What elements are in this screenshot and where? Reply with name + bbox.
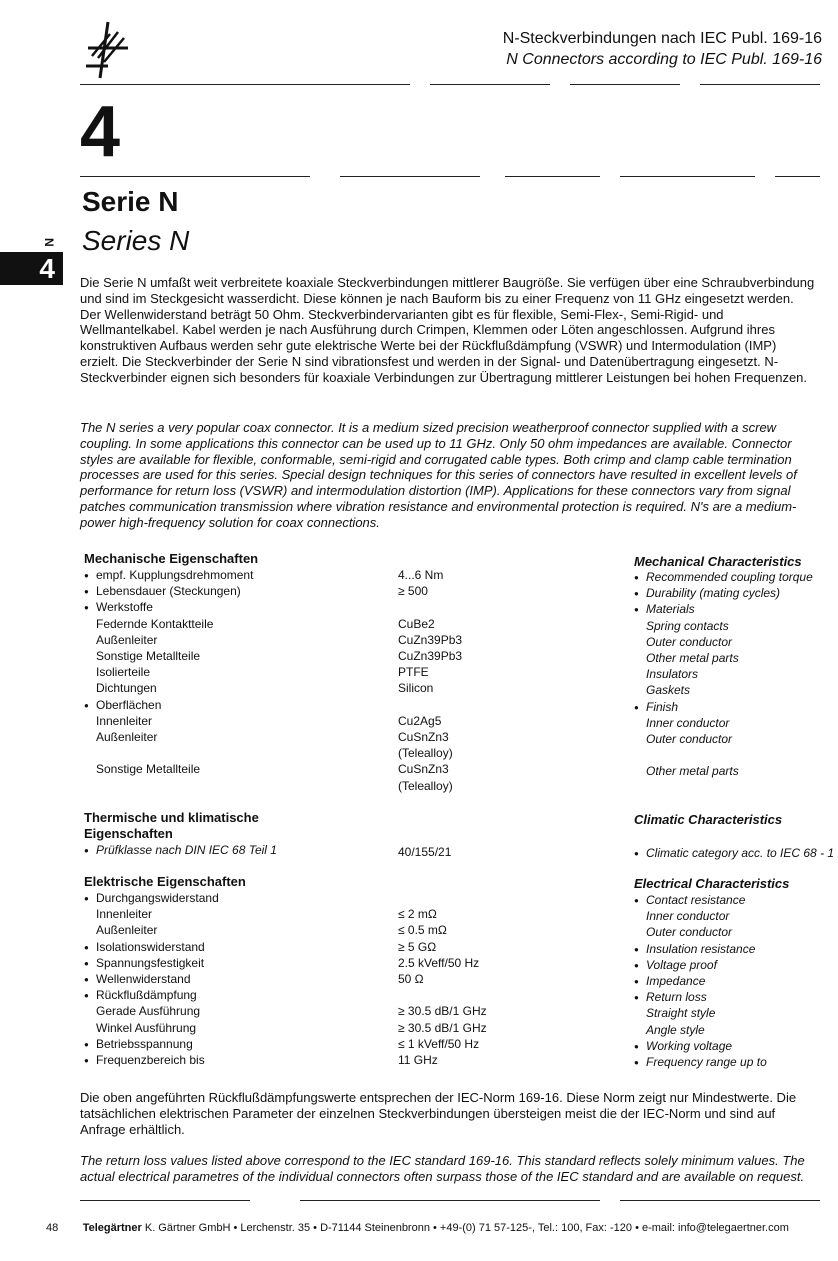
electrical-row-label-de: ● Rückflußdämpfung <box>96 987 197 1003</box>
footnote-de: Die oben angeführten Rückflußdämpfungswerte entsprechen der IEC-Norm 169-16. Diese Norm zeigt nur Mindestwerte. Die tatsächlichen elektrischen Parameter der einzelnen Steckverbindungen übersteigen meist die der IEC-Norm und sind auf Anfrage erhältlich. <box>80 1090 797 1137</box>
climatic-row-de: ● Prüfklasse nach DIN IEC 68 Teil 1 <box>96 842 277 858</box>
intro-paragraph-en: The N series a very popular coax connector. It is a medium sized precision weatherproof connector supplied with a screw coupling. In some applications this connector can be used up to 11 GHz. Only 50 ohm impedances are available. Connector styles are available for flexible, conformable, semi-rigid and corrugated cable types. Both crimp and clamp cable termination processes are used for this series. Special design techniques for this series of connectors have resulted in excellent levels of performance for return loss (VSWR) and intermodulation distortion (IMP). Applications for these connectors vary from signal patches communication transmission where vibration resistance and environmental protection is required. N's are a medium-power high-frequency solution for coax connections. <box>80 420 797 530</box>
divider <box>505 176 600 177</box>
mechanical-row-label-en: ● Recommended coupling torque <box>646 569 813 585</box>
mechanical-row-label-en: ● Finish <box>646 699 678 715</box>
chapter-number: 4 <box>80 92 121 172</box>
mechanical-row-value: PTFE <box>398 665 429 680</box>
page-number: 48 <box>46 1222 59 1234</box>
divider <box>80 176 310 177</box>
mechanical-title-de: Mechanische Eigenschaften <box>84 551 259 566</box>
mechanical-row-value: (Telealloy) <box>398 746 453 761</box>
electrical-row-label-de: Winkel Ausführung <box>96 1020 197 1035</box>
mechanical-row-value: 4...6 Nm <box>398 568 444 582</box>
mechanical-row-label-en: Other metal parts <box>646 651 739 665</box>
header-title-en: N Connectors according to IEC Publ. 169-16 <box>506 51 822 68</box>
mechanical-row-label-en: Insulators <box>646 667 699 682</box>
electrical-row-label-en: Angle style <box>646 1022 705 1037</box>
electrical-row-value: 2.5 kVeff/50 Hz <box>398 955 480 970</box>
electrical-row-label-de: ● Durchgangswiderstand <box>96 890 219 906</box>
divider <box>775 176 820 177</box>
mechanical-row-label-de: Innenleiter <box>96 713 153 728</box>
divider <box>300 1200 600 1201</box>
divider <box>620 1200 820 1201</box>
electrical-row-value: 11 GHz <box>398 1053 438 1067</box>
mechanical-row-label-de: Sonstige Metallteile <box>96 649 201 663</box>
mechanical-row-label-en: Spring contacts <box>646 618 729 633</box>
mechanical-row-value: CuSnZn3 <box>398 730 449 744</box>
electrical-row-label-en: ● Contact resistance <box>646 892 745 908</box>
mechanical-title-en: Mechanical Characteristics <box>634 554 802 569</box>
climatic-row-en: ● Climatic category acc. to IEC 68 - 1 <box>646 845 834 861</box>
mechanical-row-label-de: Federnde Kontaktteile <box>96 616 214 631</box>
mechanical-row-label-de: Isolierteile <box>96 665 151 680</box>
electrical-row-label-en: ● Working voltage <box>646 1038 732 1054</box>
footnote-en: The return loss values listed above correspond to the IEC standard 169-16. This standard reflects solely minimum values. The actual electrical parametres of the individual connectors often surpass those of the IEC standard and are available on request. <box>80 1153 805 1184</box>
page-footer <box>46 1222 789 1234</box>
mechanical-row-value: CuZn39Pb3 <box>398 632 463 647</box>
climatic-title-de-1: Thermische und klimatische <box>84 810 259 825</box>
electrical-row-value: ≥ 30.5 dB/1 GHz <box>398 1020 487 1035</box>
mechanical-row-label-en: Inner conductor <box>646 715 730 730</box>
electrical-row-label-en: ● Impedance <box>646 973 705 989</box>
mechanical-row-label-en: Outer conductor <box>646 732 733 746</box>
mechanical-row-value: CuSnZn3 <box>398 762 449 777</box>
company-name: Telegärtner <box>82 1222 142 1234</box>
electrical-row-value: ≤ 1 kVeff/50 Hz <box>398 1036 480 1051</box>
divider <box>80 1200 250 1201</box>
electrical-row-label-en: Straight style <box>646 1006 716 1021</box>
electrical-row-label-en: Outer conductor <box>646 925 733 940</box>
divider <box>570 84 680 85</box>
electrical-row-value: ≥ 30.5 dB/1 GHz <box>398 1004 487 1019</box>
mechanical-row-value: Silicon <box>398 681 434 696</box>
electrical-row-label-en: ● Voltage proof <box>646 957 717 973</box>
electrical-row-value: ≥ 5 GΩ <box>398 939 437 954</box>
mechanical-row-label-en: Outer conductor <box>646 634 733 649</box>
electrical-row-label-de: ● Frequenzbereich bis <box>96 1052 205 1068</box>
mechanical-row-label-de: Außenleiter <box>96 632 158 647</box>
divider <box>80 84 410 85</box>
mechanical-row-label-de: Sonstige Metallteile <box>96 762 201 777</box>
electrical-row-label-de: ● Isolationswiderstand <box>96 939 205 955</box>
mechanical-row-label-en: ● Durability (mating cycles) <box>646 585 780 601</box>
electrical-row-label-de: Innenleiter <box>96 907 153 922</box>
mechanical-row-label-de: ● Oberflächen <box>96 697 161 713</box>
mechanical-row-label-de: ● Werkstoffe <box>96 599 153 615</box>
mechanical-row-label-de: Dichtungen <box>96 681 157 696</box>
mechanical-row-label-de: Außenleiter <box>96 730 158 744</box>
series-title-en: Series N <box>82 225 190 256</box>
mechanical-row-value: CuBe2 <box>398 616 435 631</box>
mechanical-row-label-en: Gaskets <box>646 683 691 698</box>
divider <box>340 176 480 177</box>
mechanical-row-value: Cu2Ag5 <box>398 713 442 728</box>
electrical-row-label-en: Inner conductor <box>646 909 730 924</box>
climatic-row-value: 40/155/21 <box>398 845 452 859</box>
electrical-row-label-de: ● Spannungsfestigkeit <box>96 955 204 971</box>
electrical-row-label-en: ● Frequency range up to <box>646 1054 767 1070</box>
mechanical-row-label-en: ● Materials <box>646 601 695 617</box>
mechanical-row-label-de: ● empf. Kupplungsdrehmoment <box>96 567 253 583</box>
intro-paragraph-de: Die Serie N umfaßt weit verbreitete koaxiale Steckverbindungen mittlerer Baugröße. Sie verfügen über eine Schraubverbindung und sind im Steckgesicht wasserdicht. Diese können je nach Bauform bis zu einer Frequenz von 11 GHz eingesetzt werden. Der Wellenwiderstand beträgt 50 Ohm. Steckverbindervarianten gibt es für flexible, Semi-Flex-, Semi-Rigid- und Wellmantelkabel. Kabel werden je nach Ausführung durch Crimpen, Klemmen oder Löten angeschlossen. Aufgrund ihres konstruktiven Aufbaus werden sehr gute elektrische Werte bei der Rückflußdämpfung (VSWR) und Intermodulation (IMP) erzielt. Die Steckverbinder der Serie N sind vibrationsfest und werden in der Signal- und Datenübertragung eingesetzt. N-Steckverbinder eignen sich besonders für koaxiale Verbindungen zur Übertragung mittlerer Leistungen bei hohen Frequenzen. <box>80 275 815 385</box>
side-tab-number: 4 <box>0 252 63 285</box>
mechanical-row-value: (Telealloy) <box>398 778 453 793</box>
electrical-row-value: ≤ 0.5 mΩ <box>398 923 447 938</box>
electrical-row-label-de: Gerade Ausführung <box>96 1004 201 1019</box>
mechanical-row-label-en: Other metal parts <box>646 764 739 779</box>
divider <box>700 84 820 85</box>
electrical-title-de: Elektrische Eigenschaften <box>84 874 246 889</box>
electrical-row-label-de: ● Betriebsspannung <box>96 1036 193 1052</box>
electrical-row-label-de: Außenleiter <box>96 923 158 938</box>
series-title-de: Serie N <box>82 186 179 217</box>
company-address: K. Gärtner GmbH • Lerchenstr. 35 • D-71144 Steinenbronn • +49-(0) 71 57-125-, Tel.: 100, Fax: -120 • e-mail: info@telegaertner.com <box>144 1222 789 1234</box>
electrical-row-value: ≤ 2 mΩ <box>398 907 437 922</box>
mechanical-row-value: CuZn39Pb3 <box>398 649 463 663</box>
side-tab-letter: N <box>42 238 56 247</box>
electrical-row-label-en: ● Return loss <box>646 989 707 1005</box>
electrical-row-label-de: ● Wellenwiderstand <box>96 971 191 987</box>
divider <box>620 176 755 177</box>
climatic-title-de-2: Eigenschaften <box>84 826 173 841</box>
electrical-row-label-en: ● Insulation resistance <box>646 941 755 957</box>
telegaertner-logo-icon <box>78 18 134 82</box>
climatic-title-en: Climatic Characteristics <box>634 812 783 827</box>
electrical-row-value: 50 Ω <box>398 972 424 986</box>
header-title-de: N-Steckverbindungen nach IEC Publ. 169-16 <box>502 30 822 47</box>
mechanical-row-value: ≥ 500 <box>398 584 428 599</box>
electrical-title-en: Electrical Characteristics <box>634 876 790 891</box>
divider <box>430 84 550 85</box>
mechanical-row-label-de: ● Lebensdauer (Steckungen) <box>96 583 241 599</box>
